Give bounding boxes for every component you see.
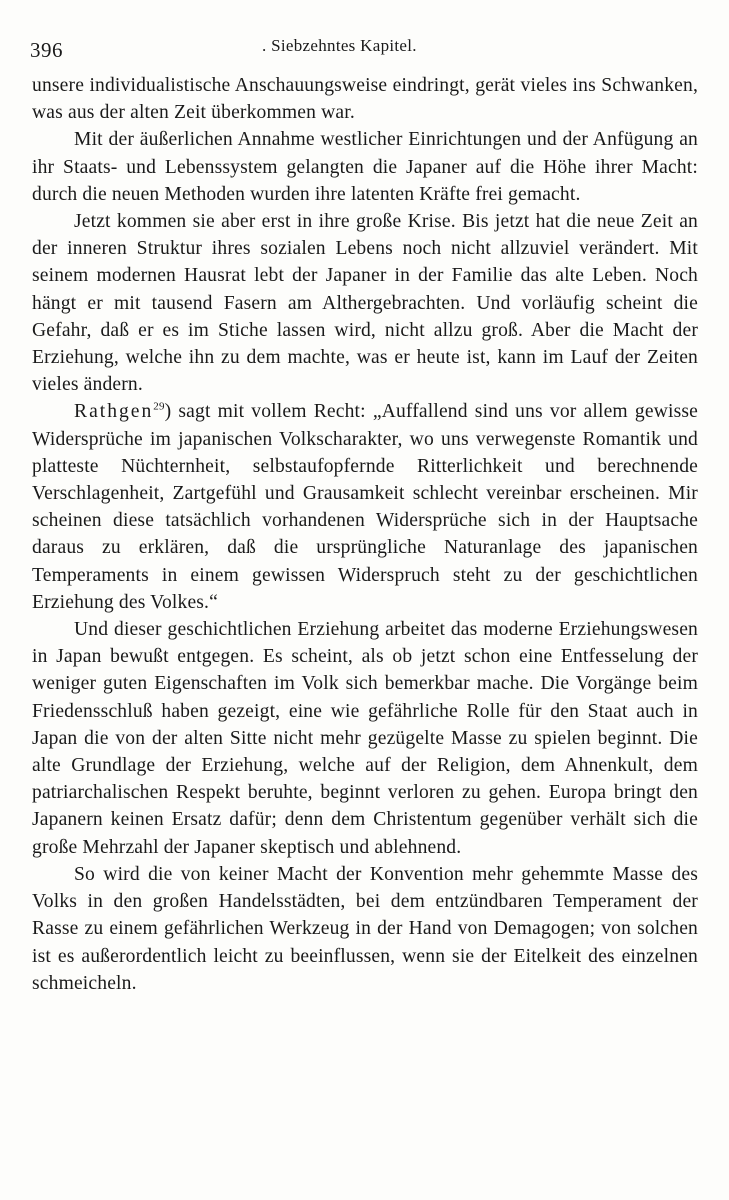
running-title: . Siebzehntes Kapitel.: [262, 36, 417, 55]
cited-author-name: Rathgen: [74, 401, 154, 423]
page-number: 396: [30, 38, 63, 62]
page-header: [30, 34, 700, 64]
paragraph-western-institutions: Mit der äußerlichen Annahme westlicher Einrichtungen und der Anfügung an ihr Staats- und Lebenssystem gelangten die Japaner auf die Höhe ihrer Macht: durch die neuen Methoden wurden ihre latenten Kräfte frei gemacht.: [32, 129, 698, 205]
paragraph-great-crisis: Jetzt kommen sie aber erst in ihre große Krise. Bis jetzt hat die neue Zeit an der inneren Struktur ihres sozialen Lebens noch nicht allzuviel verändert. Mit seinem modernen Hausrat lebt der Japaner in der Familie das alte Leben. Noch hängt er mit tausend Fasern am Althergebrachten. Und vorläufig scheint die Gefahr, daß er es im Stiche lassen wird, nicht allzu groß. Aber die Macht der Erziehung, welche ihn zu dem machte, was er heute ist, kann im Lauf der Zeiten vieles ändern.: [32, 211, 698, 396]
paragraph-modern-education: Und dieser geschichtlichen Erziehung arbeitet das moderne Erziehungswesen in Japan bewußt entgegen. Es scheint, als ob jetzt schon eine Entfesselung der weniger guten Eigenschaften im Volk sich bemerkbar mache. Die Vorgänge beim Friedensschluß haben gezeigt, eine wie gefährliche Rolle für den Staat auch in Japan die von der alten Sitte nicht mehr gezügelte Masse zu spielen beginnt. Die alte Grundlage der Erziehung, welche auf der Religion, dem Ahnenkult, dem patriarchalischen Respekt beruhte, beginnt verloren zu gehen. Europa bringt den Japanern keinen Ersatz dafür; denn dem Christentum gegenüber verhält sich die große Mehrzahl der Japaner skeptisch und ablehnend.: [32, 619, 698, 858]
paragraph-rathgen-quote: [32, 398, 698, 616]
paragraph-continuation: unsere individualistische Anschauungsweise eindringt, gerät vieles ins Schwanken, was aus der alten Zeit überkommen war.: [32, 75, 698, 124]
body-text: [32, 72, 698, 997]
quote-text: ) sagt mit vollem Recht: „Auffallend sind uns vor allem gewisse Widersprüche im japanischen Volkscharakter, wo uns verwegenste Romantik und platteste Nüchternheit, selbstaufopfernde Ritterlichkeit und berechnende Verschlagenheit, Zartgefühl und Grausamkeit schlecht vereinbar erscheinen. Mir scheinen diese tatsächlich vorhandenen Widersprüche sich in der Hauptsache daraus zu erklären, daß die ursprüngliche Naturanlage des japanischen Temperaments in einem gewissen Widerspruch steht zu der geschichtlichen Erziehung des Volkes.“: [32, 401, 698, 613]
footnote-reference: 29: [153, 400, 165, 413]
paragraph-demagogues: So wird die von keiner Macht der Konvention mehr gehemmte Masse des Volks in den großen Handelsstädten, bei dem entzündbaren Temperament der Rasse zu einem gefährlichen Werkzeug in der Hand von Demagogen; von solchen ist es außerordentlich leicht zu beeinflussen, wenn sie der Eitelkeit des einzelnen schmeicheln.: [32, 863, 698, 994]
